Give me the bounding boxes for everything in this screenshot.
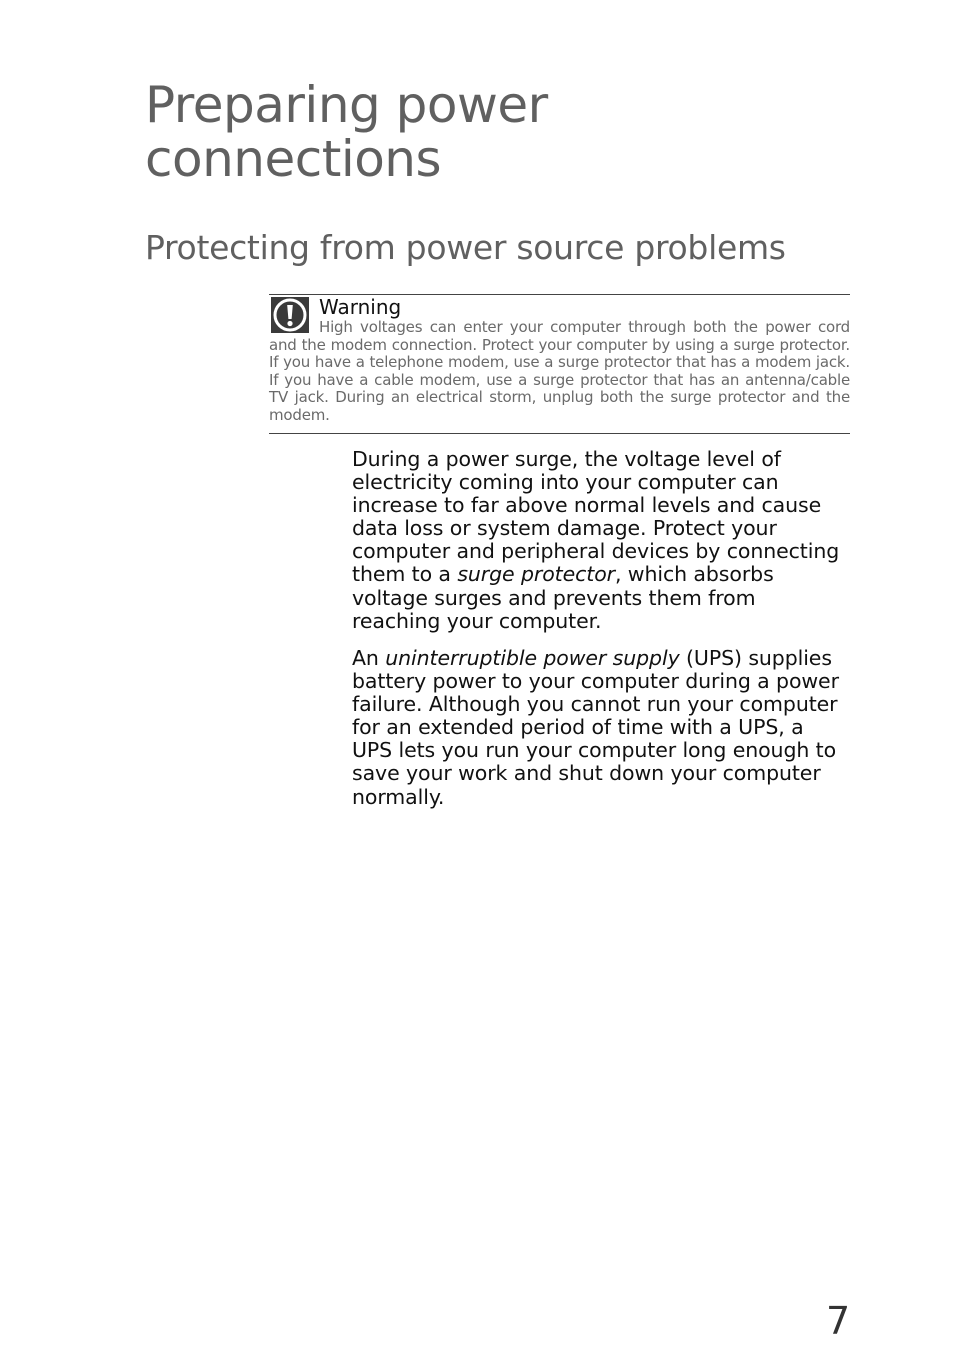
term-ups: uninterruptible power supply xyxy=(385,646,680,670)
warning-callout xyxy=(269,294,850,434)
ups-paragraph xyxy=(352,647,850,809)
surge-paragraph xyxy=(352,448,850,633)
surge-paragraph-text-start: During a power surge, the voltage level of electricity coming into your computer can increase to far above normal levels and cause data loss or system damage. Protect your computer and peripheral devices by connecting them to a xyxy=(352,447,840,587)
chapter-title: Preparing power connections xyxy=(145,76,548,188)
surge-paragraph-text-end: , which absorbs voltage surges and prevents them from reaching your computer. xyxy=(352,562,774,633)
page-number: 7 xyxy=(826,1299,851,1343)
section-title: Protecting from power source problems xyxy=(145,228,786,267)
warning-text: High voltages can enter your computer through both the power cord and the modem connection. Protect your computer by using a surge protector. If you have a telephone modem, use a surge protector that has a modem jack. If you have a cable modem, use a surge protector that has an antenna/cable TV jack. During an electrical storm, unplug both the surge protector and the modem. xyxy=(269,318,850,424)
term-surge-protector: surge protector xyxy=(457,562,615,587)
ups-paragraph-text-end: (UPS) supplies battery power to your computer during a power failure. Although you cannot run your computer for an extended period of time with a UPS, a UPS lets you run your computer long enough to save your work and shut down your computer normally. xyxy=(352,646,839,809)
warning-label: Warning xyxy=(319,295,402,319)
ups-paragraph-text-start: An xyxy=(352,646,386,670)
